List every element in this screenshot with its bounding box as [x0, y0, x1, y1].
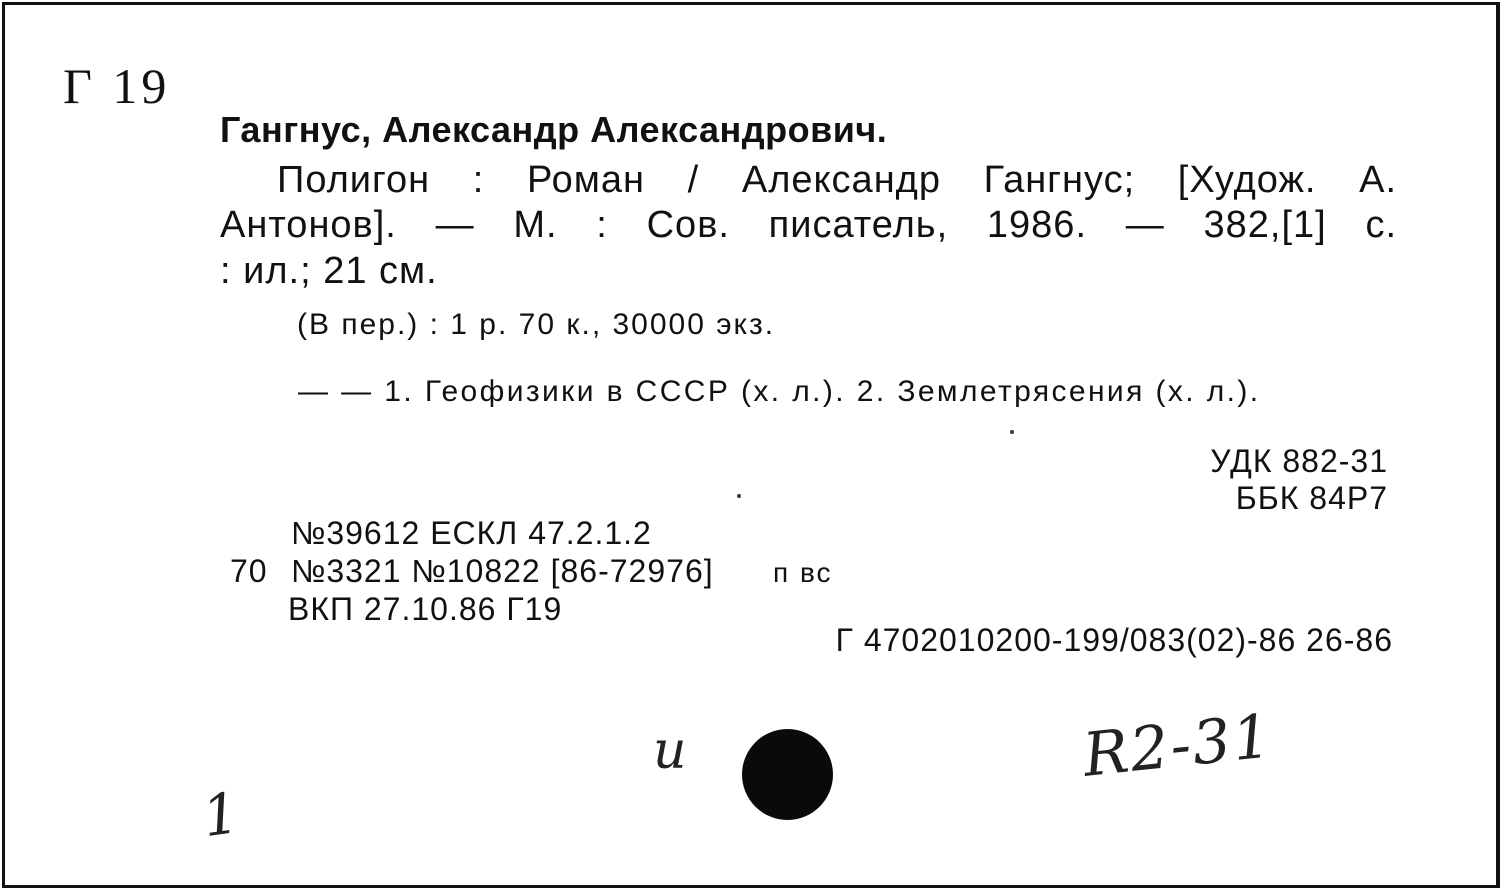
handwritten-number: 1: [198, 780, 243, 851]
description-line-3: : ил.; 21 см.: [220, 250, 438, 292]
price-line: (В пер.) : 1 р. 70 к., 30000 экз.: [297, 308, 776, 341]
speck-mark: [737, 494, 741, 498]
description-line-2: Антонов]. — М. : Сов. писатель, 1986. — 382,[1] с.: [220, 204, 1397, 246]
isbn-line: Г 4702010200-199/083(02)-86 26-86: [835, 622, 1393, 658]
description-line-1: Полигон : Роман / Александр Гангнус; [Худож. А.: [277, 159, 1397, 201]
handwritten-code: R2-31: [1079, 701, 1277, 791]
inventory-line-3: ВКП 27.10.86 Г19: [288, 591, 563, 627]
inventory-note: п вс: [773, 557, 833, 588]
filled-circle-stamp: [742, 729, 833, 820]
inventory-line-1: №39612 ЕСКЛ 47.2.1.2: [291, 515, 652, 551]
inventory-line-2: №3321 №10822 [86-72976]: [291, 553, 714, 589]
catalog-card: [2, 2, 1500, 888]
subjects-line: — — 1. Геофизики в СССР (х. л.). 2. Землетрясения (х. л.).: [298, 375, 1261, 408]
inventory-prefix: 70: [230, 553, 268, 589]
udk-code: УДК 882-31: [1210, 443, 1388, 479]
handwritten-mark: и: [653, 721, 687, 781]
bbk-code: ББК 84Р7: [1235, 480, 1388, 516]
author-heading: Гангнус, Александр Александрович.: [220, 109, 888, 150]
speck-mark: [1010, 430, 1014, 434]
call-number: Г 19: [63, 58, 171, 114]
